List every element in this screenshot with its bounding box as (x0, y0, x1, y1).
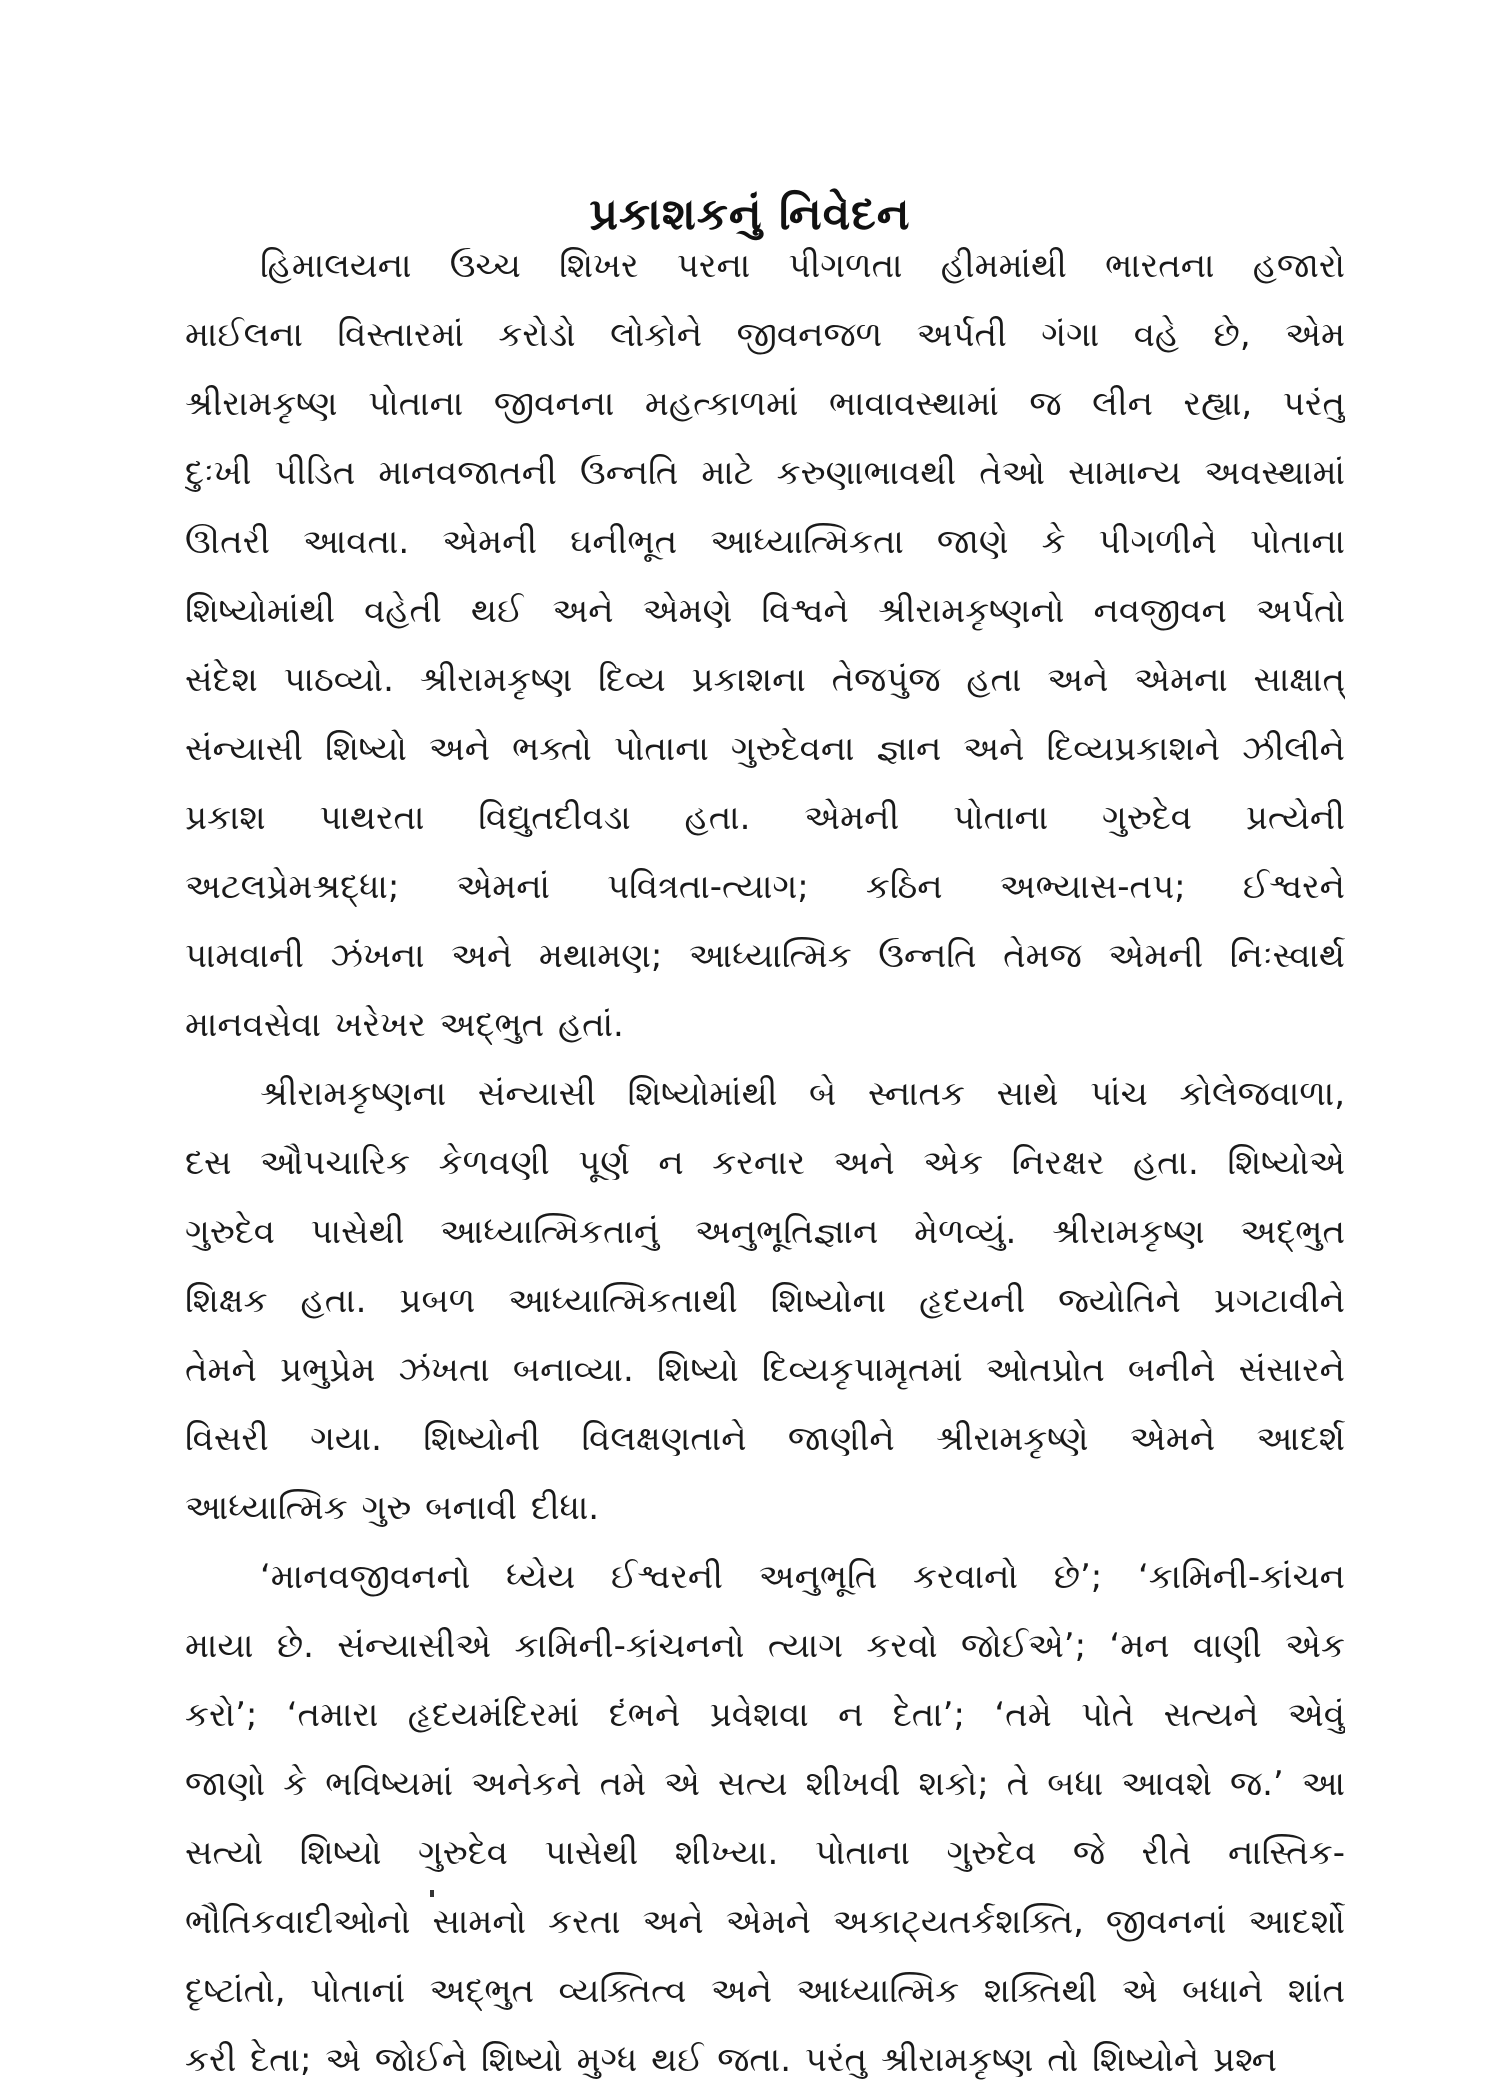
text-line: શિષ્યોમાંથી વહેતી થઈ અને એમણે વિશ્વને શ્રીરામકૃષ્ણનો નવજીવન અર્પતો (185, 591, 1345, 631)
text-line: અટલપ્રેમશ્રદ્ધા; એમનાં પવિત્રતા-ત્યાગ; કઠિન અભ્યાસ-તપ; ઈશ્વરને (185, 867, 1345, 907)
text-line: પામવાની ઝંખના અને મથામણ; આધ્યાત્મિક ઉન્નતિ તેમજ એમની નિઃસ્વાર્થ (185, 936, 1345, 976)
paragraph (185, 1060, 1345, 1543)
text-line: ‘માનવજીવનનો ધ્યેય ઈશ્વરની અનુભૂતિ કરવાનો છે’; ‘કામિની-કાંચન (260, 1557, 1345, 1597)
text-line: ગુરુદેવ પાસેથી આધ્યાત્મિકતાનું અનુભૂતિજ્ઞાન મેળવ્યું. શ્રીરામકૃષ્ણ અદ્‌ભુત (185, 1212, 1345, 1252)
paragraph (185, 1543, 1345, 2095)
body-text (185, 232, 1345, 2095)
text-line: દસ ઔપચારિક કેળવણી પૂર્ણ ન કરનાર અને એક નિરક્ષર હતા. શિષ્યોએ (185, 1143, 1345, 1183)
text-line: પ્રકાશ પાથરતા વિદ્યુતદીવડા હતા. એમની પોતાના ગુરુદેવ પ્રત્યેની (185, 798, 1345, 838)
text-line: તેમને પ્રભુપ્રેમ ઝંખતા બનાવ્યા. શિષ્યો દિવ્યકૃપામૃતમાં ઓતપ્રોત બનીને સંસારને (185, 1350, 1345, 1390)
text-line: દુઃખી પીડિત માનવજાતની ઉન્નતિ માટે કરુણાભાવથી તેઓ સામાન્ય અવસ્થામાં (185, 453, 1345, 493)
text-line: ભૌતિકવાદીઓનો સામનો કરતા અને એમને અકાટ્યતર્કશક્તિ, જીવનનાં આદર્શો (185, 1902, 1345, 1942)
text-line: સંન્યાસી શિષ્યો અને ભક્તો પોતાના ગુરુદેવના જ્ઞાન અને દિવ્યપ્રકાશને ઝીલીને (185, 729, 1345, 769)
text-line: માયા છે. સંન્યાસીએ કામિની-કાંચનનો ત્યાગ કરવો જોઈએ’; ‘મન વાણી એક (185, 1626, 1345, 1666)
text-line: કરો’; ‘તમારા હૃદયમંદિરમાં દંભને પ્રવેશવા ન દેતા’; ‘તમે પોતે સત્યને એવું (185, 1695, 1345, 1735)
text-line: માઈલના વિસ્તારમાં કરોડો લોકોને જીવનજળ અર્પતી ગંગા વહે છે, એમ (185, 315, 1345, 355)
text-line: ઊતરી આવતા. એમની ઘનીભૂત આધ્યાત્મિકતા જાણે કે પીગળીને પોતાના (185, 522, 1345, 562)
text-line: શ્રીરામકૃષ્ણ પોતાના જીવનના મહત્કાળમાં ભાવાવસ્થામાં જ લીન રહ્યા, પરંતુ (185, 384, 1345, 424)
paragraph (185, 232, 1345, 1060)
page-title: પ્રકાશકનું નિવેદન (589, 189, 911, 241)
text-line: માનવસેવા ખરેખર અદ્‌ભુત હતાં. (185, 1005, 624, 1045)
text-line: આધ્યાત્મિક ગુરુ બનાવી દીધા. (185, 1488, 600, 1528)
text-line: સત્યો શિષ્યો ગુરુદેવ પાસેથી શીખ્યા. પોતાના ગુરુદેવ જે રીતે નાસ્તિક- (185, 1833, 1345, 1873)
text-line: સંદેશ પાઠવ્યો. શ્રીરામકૃષ્ણ દિવ્ય પ્રકાશના તેજપુંજ હતા અને એમના સાક્ષાત્ (185, 660, 1345, 700)
text-line: જાણો કે ભવિષ્યમાં અનેકને તમે એ સત્ય શીખવી શકો; તે બધા આવશે જ.’ આ (185, 1764, 1345, 1804)
print-speck (430, 1890, 434, 1897)
text-line: શિક્ષક હતા. પ્રબળ આધ્યાત્મિકતાથી શિષ્યોના હૃદયની જ્યોતિને પ્રગટાવીને (185, 1281, 1345, 1321)
text-line: કરી દેતા; એ જોઈને શિષ્યો મુગ્ધ થઈ જતા. પરંતુ શ્રીરામકૃષ્ણ તો શિષ્યોને પ્રશ્ન (185, 2040, 1277, 2080)
text-line: વિસરી ગયા. શિષ્યોની વિલક્ષણતાને જાણીને શ્રીરામકૃષ્ણે એમને આદર્શ (185, 1419, 1345, 1459)
text-line: હિમાલયના ઉચ્ચ શિખર પરના પીગળતા હીમમાંથી ભારતના હજારો (260, 246, 1345, 286)
text-line: દૃષ્ટાંતો, પોતાનાં અદ્‌ભુત વ્યક્તિત્વ અને આધ્યાત્મિક શક્તિથી એ બધાને શાંત (185, 1971, 1345, 2011)
text-line: શ્રીરામકૃષ્ણના સંન્યાસી શિષ્યોમાંથી બે સ્નાતક સાથે પાંચ કોલેજવાળા, (260, 1074, 1345, 1114)
